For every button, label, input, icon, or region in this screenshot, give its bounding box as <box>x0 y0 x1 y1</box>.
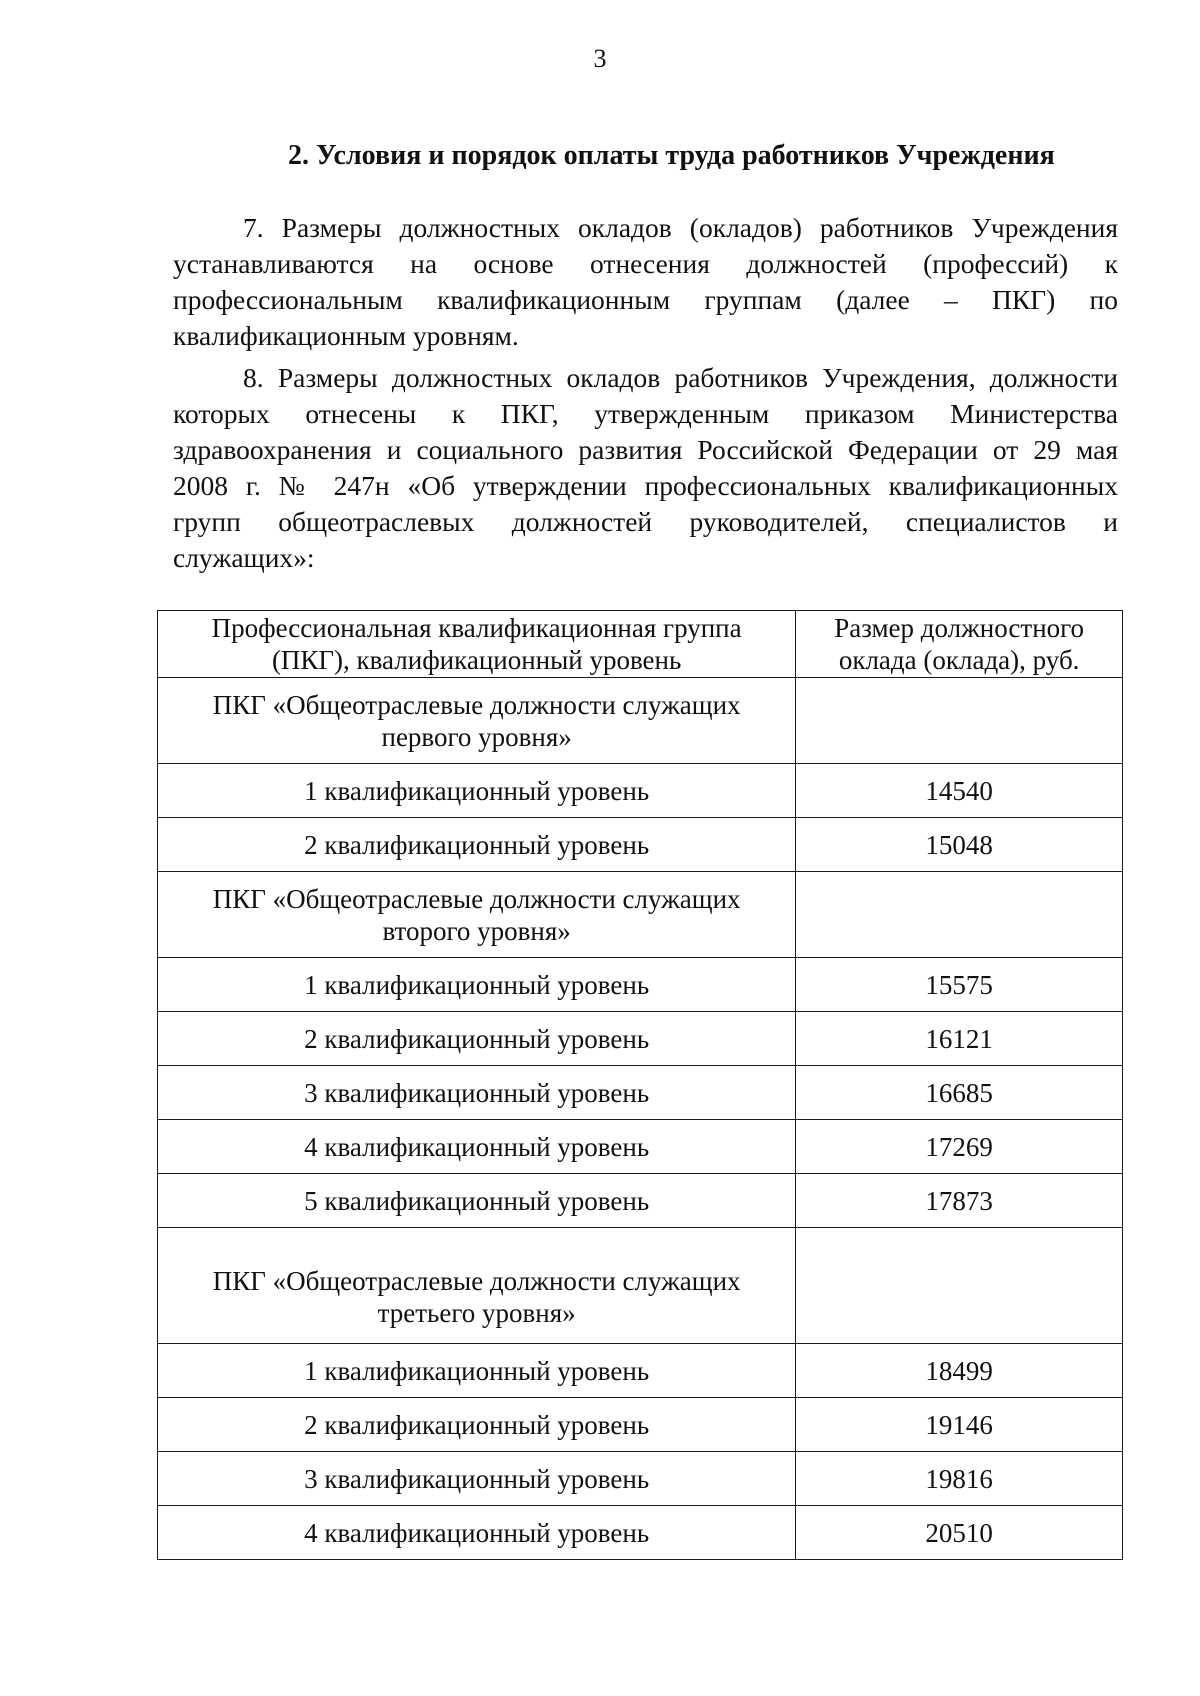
header-text: (ПКГ), квалификационный уровень <box>271 645 682 675</box>
paragraph-line: 2008 г. № 247н «Об утверждении профессиональных квалификационных <box>173 470 1118 501</box>
level-label: 4 квалификационный уровень <box>158 1120 796 1174</box>
group-title: второго уровня» <box>382 915 571 946</box>
table-group-row <box>158 678 1123 764</box>
group-title: ПКГ «Общеотраслевые должности служащих <box>212 883 741 914</box>
table-header-row <box>158 611 1123 678</box>
level-label: 1 квалификационный уровень <box>158 764 796 818</box>
table-row <box>158 1120 1123 1174</box>
level-label: 2 квалификационный уровень <box>158 818 796 872</box>
level-label: 5 квалификационный уровень <box>158 1174 796 1228</box>
paragraph-line: служащих»: <box>173 542 315 573</box>
paragraph-line: квалификационным уровням. <box>173 320 519 351</box>
group-title-cell <box>158 872 796 958</box>
table-row <box>158 1012 1123 1066</box>
level-label: 3 квалификационный уровень <box>158 1066 796 1120</box>
paragraph-line: групп общеотраслевых должностей руководителей, специалистов и <box>173 506 1118 537</box>
table-row <box>158 1452 1123 1506</box>
header-group-level <box>158 611 796 678</box>
paragraph-line: 8. Размеры должностных окладов работников Учреждения, должности <box>243 362 1118 393</box>
level-salary: 19146 <box>796 1398 1123 1452</box>
level-salary: 16685 <box>796 1066 1123 1120</box>
level-salary: 15048 <box>796 818 1123 872</box>
table-group-row <box>158 1228 1123 1344</box>
table-row <box>158 818 1123 872</box>
table-row <box>158 1174 1123 1228</box>
group-title: ПКГ «Общеотраслевые должности служащих <box>212 1265 741 1296</box>
level-salary: 17873 <box>796 1174 1123 1228</box>
page-number: 3 <box>593 44 607 73</box>
paragraph-line: здравоохранения и социального развития Российской Федерации от 29 мая <box>173 434 1118 465</box>
salary-table-container <box>157 610 1123 1560</box>
group-salary-cell <box>796 872 1123 958</box>
group-salary-cell <box>796 678 1123 764</box>
paragraph-line: профессиональным квалификационным группам (далее – ПКГ) по <box>173 284 1118 315</box>
header-text: Профессиональная квалификационная группа <box>211 613 742 643</box>
paragraph-line: устанавливаются на основе отнесения должностей (профессий) к <box>173 248 1118 279</box>
header-text: оклада (оклада), руб. <box>838 645 1080 675</box>
level-salary: 16121 <box>796 1012 1123 1066</box>
level-salary: 17269 <box>796 1120 1123 1174</box>
paragraph-8 <box>173 360 1118 576</box>
level-label: 4 квалификационный уровень <box>158 1506 796 1560</box>
table-row <box>158 958 1123 1012</box>
section-heading: 2. Условия и порядок оплаты труда работников Учреждения <box>288 140 1055 171</box>
table-row <box>158 764 1123 818</box>
group-title: ПКГ «Общеотраслевые должности служащих <box>212 689 741 720</box>
group-title: первого уровня» <box>381 721 572 752</box>
group-title-cell <box>158 1228 796 1344</box>
level-label: 1 квалификационный уровень <box>158 958 796 1012</box>
table-row <box>158 1066 1123 1120</box>
table-row <box>158 1398 1123 1452</box>
group-title-cell <box>158 678 796 764</box>
header-salary <box>796 611 1123 678</box>
paragraph-7 <box>173 210 1118 354</box>
level-salary: 19816 <box>796 1452 1123 1506</box>
level-label: 1 квалификационный уровень <box>158 1344 796 1398</box>
table-group-row <box>158 872 1123 958</box>
group-title: третьего уровня» <box>377 1297 576 1328</box>
paragraph-line: которых отнесены к ПКГ, утвержденным приказом Министерства <box>173 398 1118 429</box>
header-text: Размер должностного <box>834 613 1085 643</box>
level-label: 3 квалификационный уровень <box>158 1452 796 1506</box>
level-salary: 15575 <box>796 958 1123 1012</box>
level-salary: 18499 <box>796 1344 1123 1398</box>
group-salary-cell <box>796 1228 1123 1344</box>
table-row <box>158 1506 1123 1560</box>
level-label: 2 квалификационный уровень <box>158 1398 796 1452</box>
table-row <box>158 1344 1123 1398</box>
level-salary: 20510 <box>796 1506 1123 1560</box>
level-label: 2 квалификационный уровень <box>158 1012 796 1066</box>
level-salary: 14540 <box>796 764 1123 818</box>
salary-table <box>157 610 1123 1560</box>
paragraph-line: 7. Размеры должностных окладов (окладов) работников Учреждения <box>243 212 1118 243</box>
